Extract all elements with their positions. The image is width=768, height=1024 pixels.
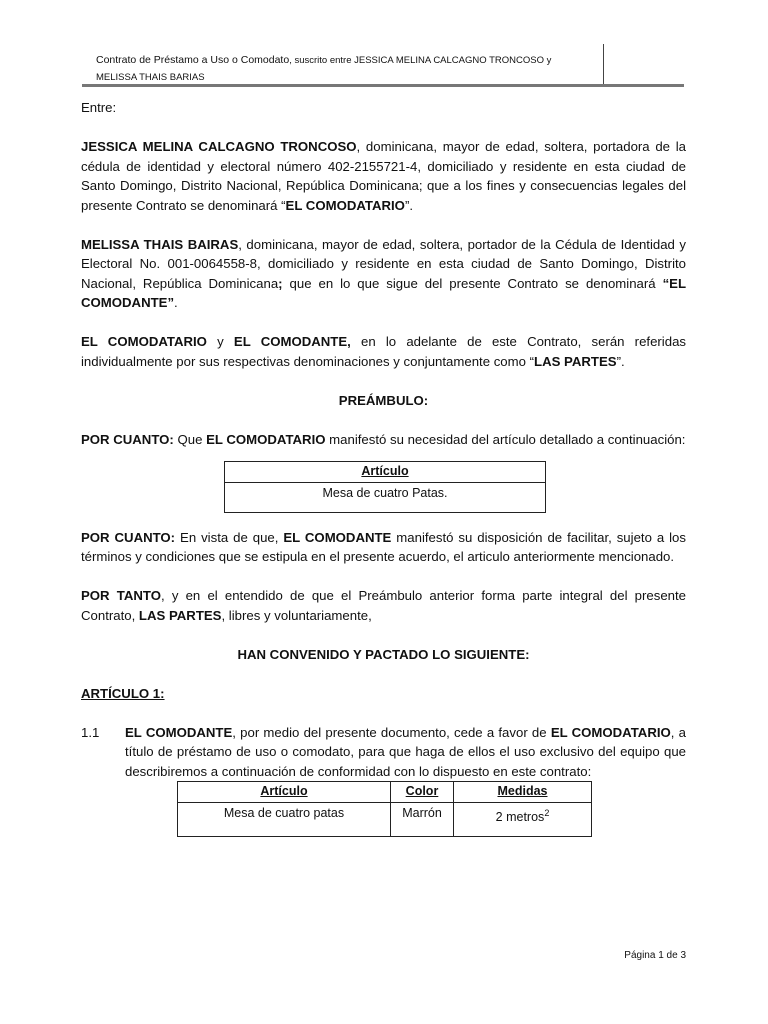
header-divider xyxy=(603,44,604,86)
header-title xyxy=(96,52,596,86)
clause-1-1: 1.1 EL COMODANTE, por medio del presente documento, cede a favor de EL COMODATARIO, a título de préstamo de uso o comodato, para que haga de ellos el uso exclusivo del equipo que describiremos a continuación de conformidad con lo dispuesto en este contrato: xyxy=(81,723,686,782)
equipo-cell-medidas: 2 metros$^2$ xyxy=(454,802,592,836)
articulo-table-header: Artículo xyxy=(225,462,546,483)
articulo1-heading: ARTÍCULO 1: xyxy=(81,685,165,701)
header-title-part1: Contrato de Préstamo a Uso o Comodato xyxy=(96,54,290,66)
articulo-table xyxy=(224,461,546,513)
party1-name: JESSICA MELINA CALCAGNO TRONCOSO xyxy=(81,139,357,154)
por-cuanto-2: POR CUANTO: En vista de que, EL COMODANTE manifestó su disposición de facilitar, sujeto a los términos y condiciones que se estipula en el presente acuerdo, el articulo anteriormente mencionado. xyxy=(81,529,686,564)
header-rule xyxy=(82,84,684,87)
party2-role: “EL COMODANTE” xyxy=(81,275,687,310)
document-body xyxy=(81,98,686,837)
articulo-table-cell: Mesa de cuatro Patas. xyxy=(225,482,546,512)
page-header xyxy=(82,44,604,86)
equipo-header-color: Color xyxy=(391,782,454,803)
entre-label: Entre: xyxy=(81,100,117,115)
por-cuanto-1: POR CUANTO: Que EL COMODATARIO manifestó su necesidad del artículo detallado a continuación: xyxy=(81,431,686,447)
party1-role: EL COMODATARIO xyxy=(285,197,405,213)
por-tanto: POR TANTO, y en el entendido de que el Preámbulo anterior forma parte integral del presente Contrato, LAS PARTES, libres y voluntariamente, xyxy=(81,588,686,623)
han-convenido-heading: HAN CONVENIDO Y PACTADO LO SIGUIENTE: xyxy=(237,646,530,662)
equipo-header-medidas: Medidas xyxy=(454,782,592,803)
partes-paragraph: EL COMODATARIO y EL COMODANTE, en lo adelante de este Contrato, serán referidas individualmente por sus respectivas denominaciones y conjuntamente como “LAS PARTES”. xyxy=(81,334,686,369)
party2-paragraph: MELISSA THAIS BAIRAS, dominicana, mayor de edad, soltera, portador de la Cédula de Identidad y Electoral No. 001-0064558-8, domiciliado y residente en esta ciudad de Santo Domingo, Distrito Nacional, República Dominicana; que en lo que sigue del presente Contrato se denominará “EL COMODANTE”. xyxy=(81,236,687,310)
equipo-table xyxy=(177,781,592,837)
preambulo-heading: PREÁMBULO: xyxy=(338,392,429,408)
party1-paragraph: JESSICA MELINA CALCAGNO TRONCOSO, dominicana, mayor de edad, soltera, portadora de la cédula de identidad y electoral número 402-2155721-4, domiciliado y residente en esta ciudad de Santo Domingo, Distrito Nacional, República Dominicana; que a los fines y consecuencias legales del presente Contrato se denominará “EL COMODATARIO”. xyxy=(81,139,686,213)
equipo-header-articulo: Artículo xyxy=(178,782,391,803)
header-title-part2: , suscrito entre JESSICA MELINA CALCAGNO TRONCOSO y xyxy=(289,55,552,66)
equipo-cell-articulo: Mesa de cuatro patas xyxy=(178,802,391,836)
clause-number: 1.1 xyxy=(81,724,100,740)
party2-name: MELISSA THAIS BAIRAS xyxy=(81,236,239,252)
header-title-line2: MELISSA THAIS BARIAS xyxy=(96,72,205,83)
page-number: Página 1 de 3 xyxy=(624,950,686,961)
equipo-cell-color: Marrón xyxy=(391,802,454,836)
